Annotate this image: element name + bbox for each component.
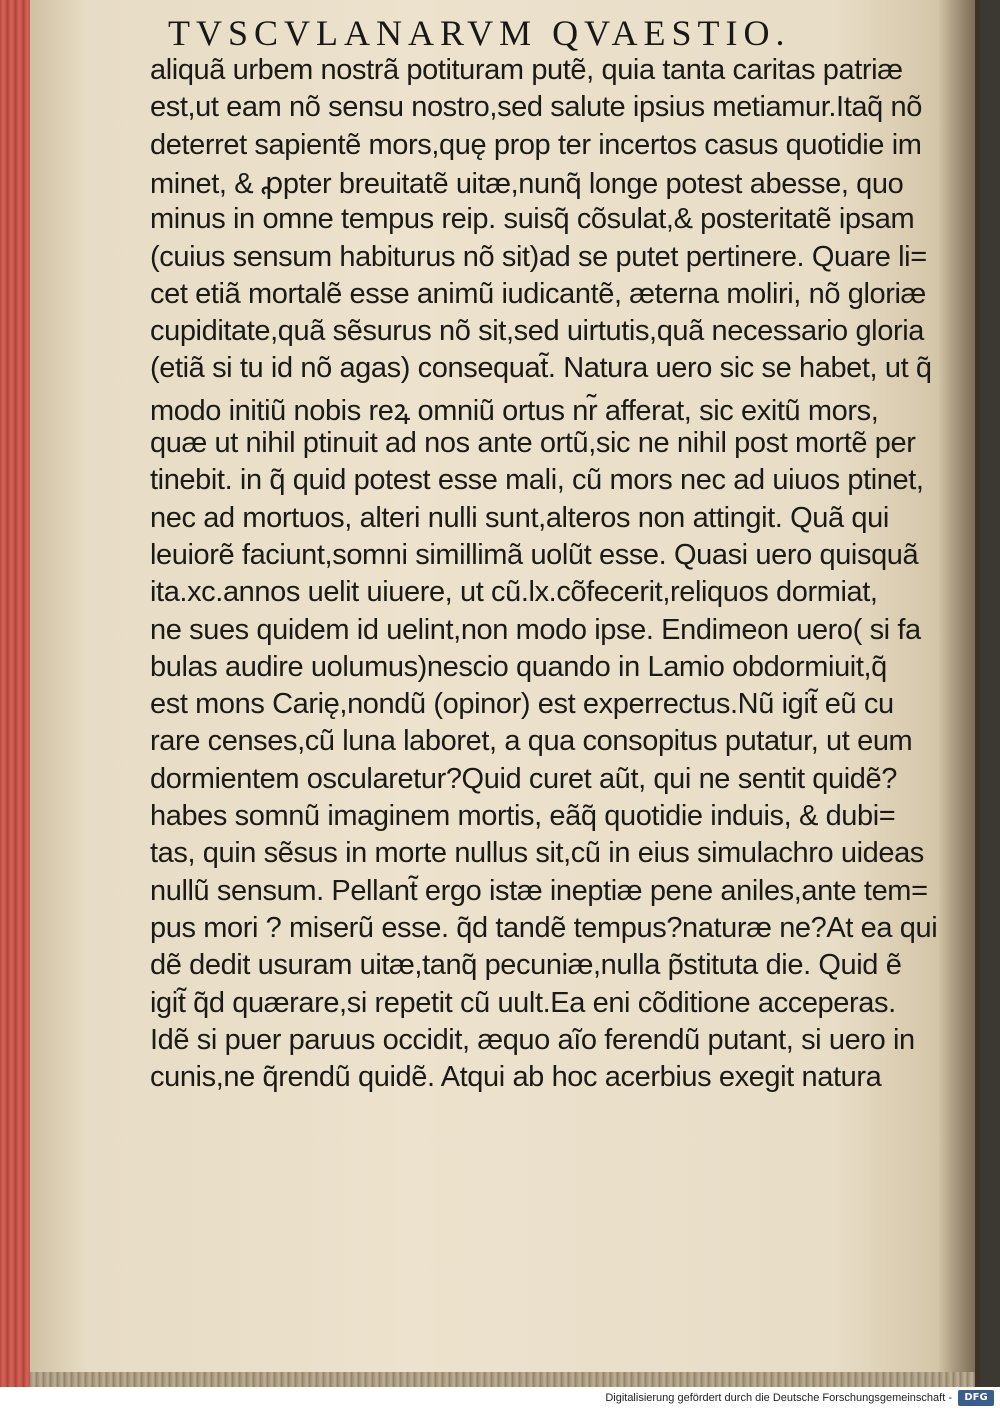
text-line: est mons Carię,nondũ (opinor) est experrectus.Nũ igit̃ eũ cu (150, 688, 894, 721)
text-line: cet etiã mortalẽ esse animũ iudicantẽ, æterna moliri, nõ gloriæ (150, 277, 926, 310)
text-line: est,ut eam nõ sensu nostro,sed salute ipsius metiamur.Itaq̃ nõ (150, 91, 922, 124)
text-line: (etiã si tu id nõ agas) consequat̃. Natura uero sic se habet, ut q̃ (150, 352, 932, 385)
text-line: dẽ dedit usuram uitæ,tanq̃ pecuniæ,nulla p̃stituta die. Quid ẽ (150, 949, 902, 982)
text-line: quæ ut nihil ptinuit ad nos ante ortũ,sic ne nihil post mortẽ per (150, 427, 916, 459)
text-line: cupiditate,quã sẽsurus nõ sit,sed uirtutis,quã necessario gloria (150, 315, 924, 348)
text-line: nec ad mortuos, alteri nulli sunt,alteros non attingit. Quã qui (150, 501, 889, 534)
text-line: deterret sapientẽ mors,quę prop ter incertos casus quotidie im (150, 128, 922, 161)
text-line: minet, & ꝓpter breuitatẽ uitæ,nunq̃ longe potest abesse, quo (150, 167, 904, 200)
footer-credit: Digitalisierung gefördert durch die Deutsche Forschungsgemeinschaft - (605, 1392, 952, 1404)
text-line: cunis,ne q̃rendũ quidẽ. Atqui ab hoc acerbius exegit natura (150, 1061, 882, 1094)
text-line: (cuius sensum habiturus nõ sit)ad se putet pertinere. Quare li= (150, 240, 927, 273)
text-line: bulas audire uolumus)nescio quando in Lamio obdormiuit,q̃ (150, 650, 887, 683)
running-head: TVSCVLANARVM QVAESTIO. (168, 13, 791, 53)
gutter-shadow (938, 0, 980, 1387)
text-line: aliquã urbem nostrã potituram putẽ, quia tanta caritas patriæ (150, 54, 903, 86)
text-line: tas, quin sẽsus in morte nullus sit,cũ in eius simulachro uideas (150, 837, 924, 870)
text-line: nullũ sensum. Pellant̃ ergo istæ ineptiæ pene aniles,ante tem= (150, 874, 928, 907)
text-line: habes somnũ imaginem mortis, eãq̃ quotidie induis, & dubi= (150, 800, 896, 832)
text-line: ita.xc.annos uelit uiuere, ut cũ.lx.cõfecerit,reliquos dormiat, (150, 576, 878, 609)
text-line: pus mori ? miserũ esse. q̃d tandẽ tempus?naturæ ne?At ea qui (150, 911, 938, 944)
text-line: tinebit. in q̃ quid potest esse mali, cũ mors nec ad uiuos ptinet, (150, 464, 924, 497)
text-line: leuiorẽ faciunt,somni simillimã uolũt esse. Quasi uero quisquã (150, 538, 919, 571)
text-line: dormientem oscularetur?Quid curet aũt, qui ne sentit quidẽ? (150, 762, 897, 795)
red-page-edge (0, 0, 30, 1387)
text-line: modo initiũ nobis reꝝ omniũ ortus nr̃ afferat, sic exitũ mors, (150, 394, 879, 427)
text-line: minus in omne tempus reip. suisq̃ cõsulat,& posteritatẽ ipsam (150, 203, 915, 236)
text-line: igit̃ q̃d quærare,si repetit cũ uult.Ea eni cõditione acceperas. (150, 986, 896, 1019)
text-line: Idẽ si puer paruus occidit, æquo aĩo ferendũ putant, si uero in (150, 1023, 915, 1056)
dfg-logo: DFG (958, 1390, 994, 1406)
text-line: rare censes,cũ luna laboret, a qua consopitus putatur, ut eum (150, 725, 913, 758)
text-line: ne sues quidem id uelint,non modo ipse. Endimeon uero( si fa (150, 613, 921, 646)
page-bottom-edge (30, 1372, 975, 1387)
